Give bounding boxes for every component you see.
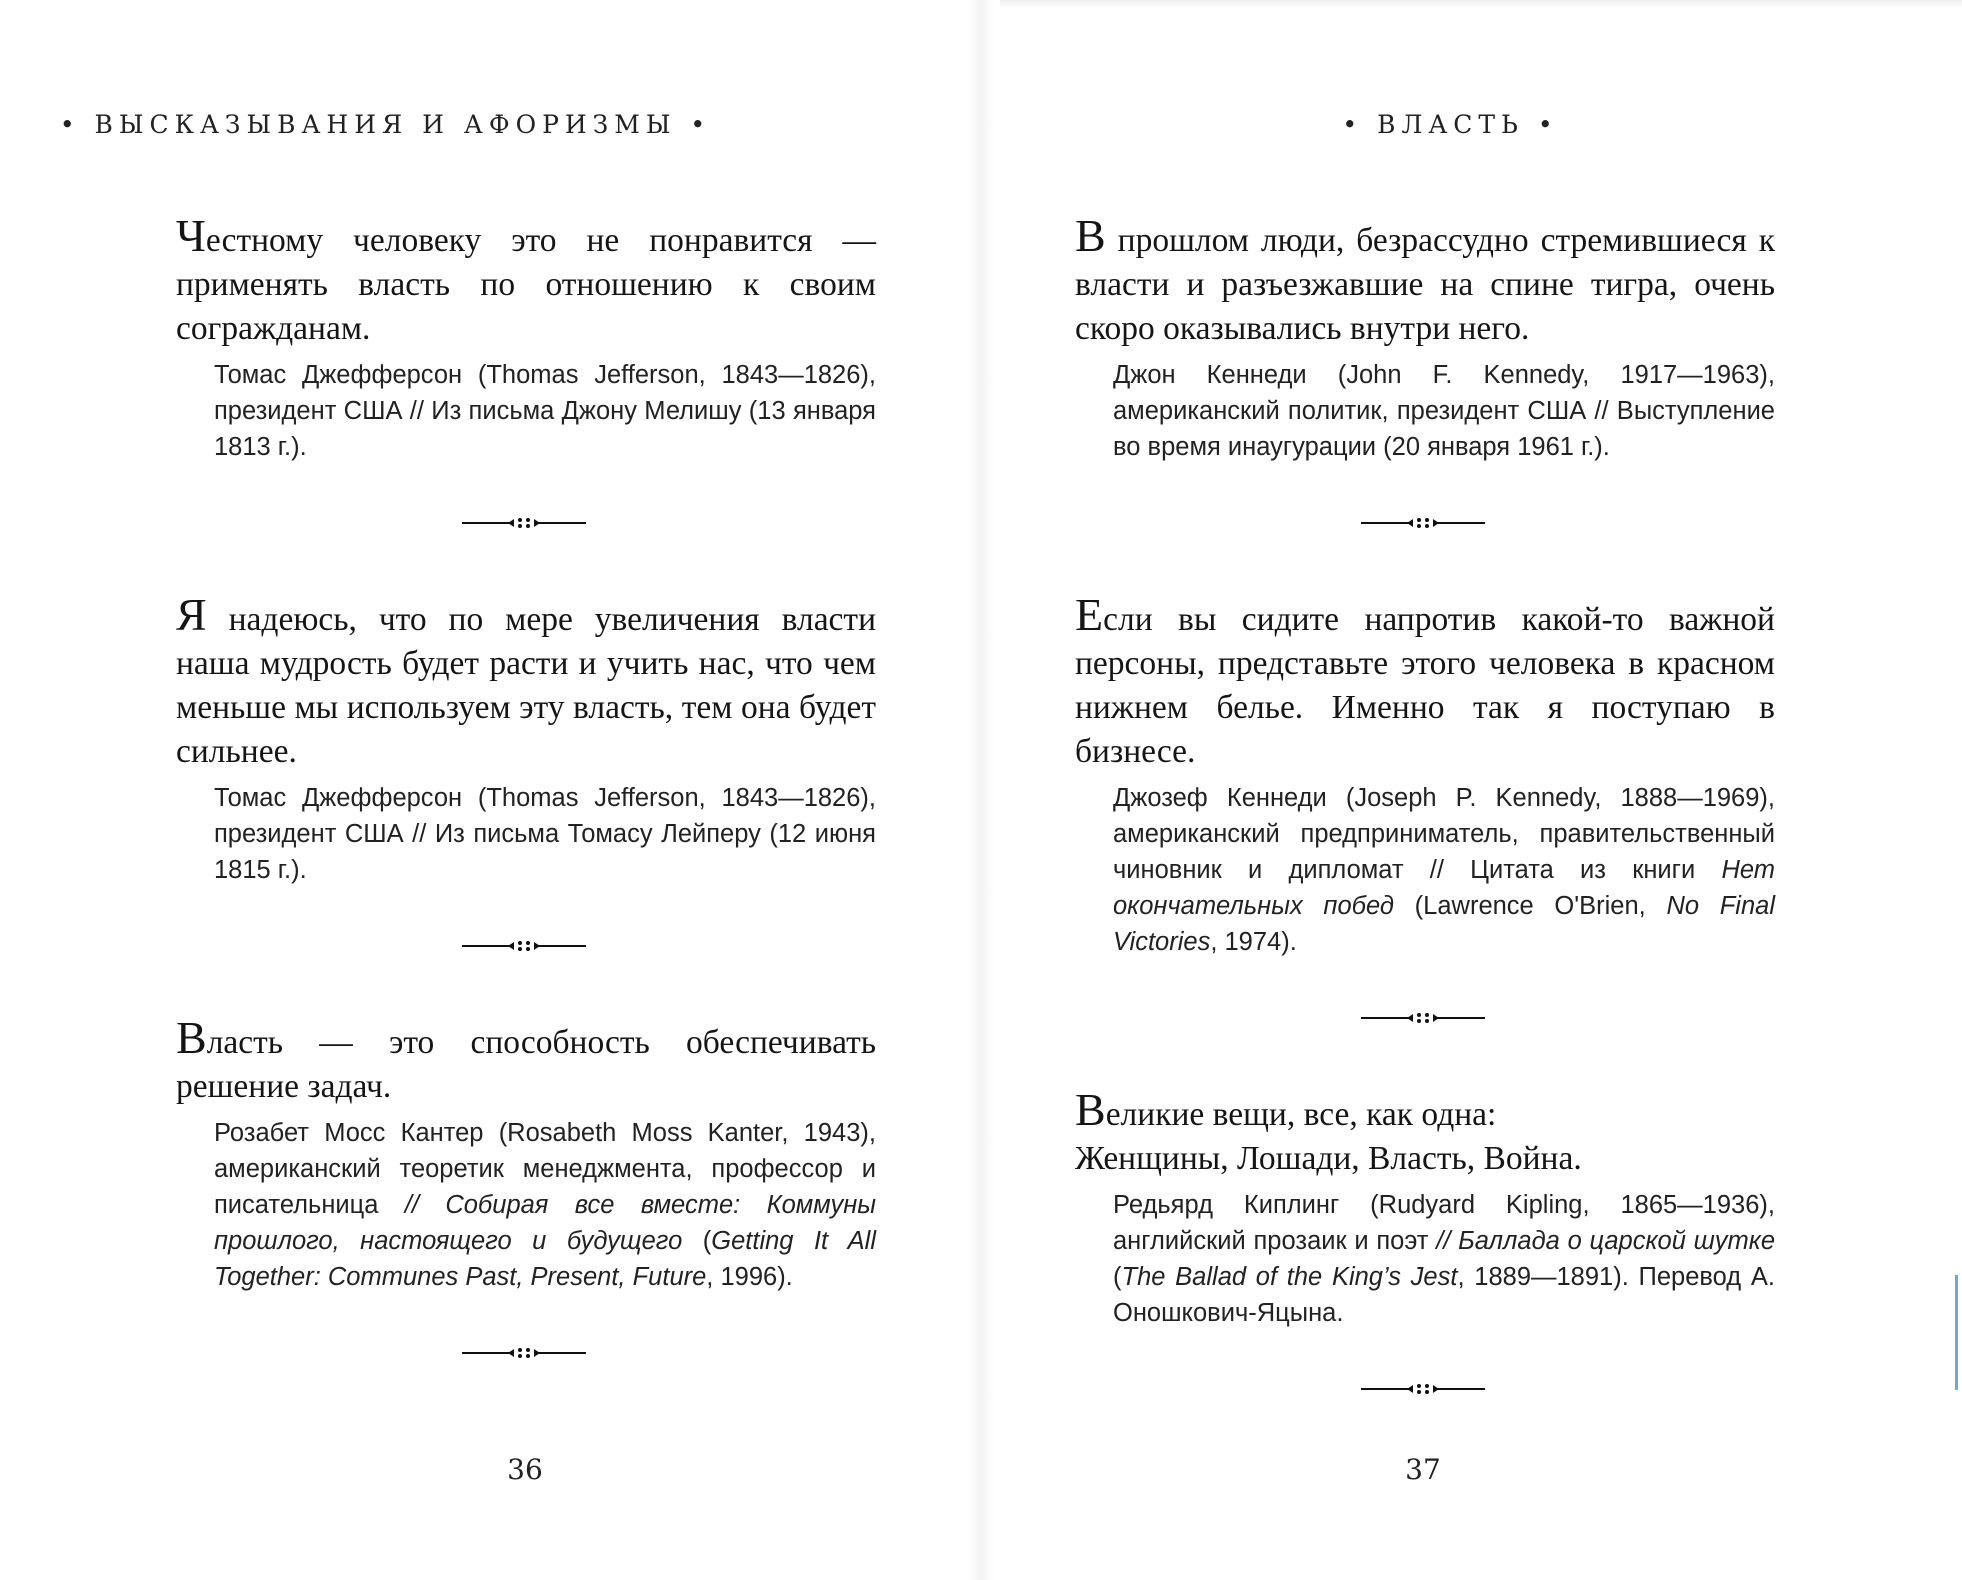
ornament-icon [462, 513, 586, 533]
page-number: 37 [1405, 1453, 1441, 1486]
attribution-text: , 1974). [1210, 928, 1297, 956]
initial-letter: В [1075, 210, 1106, 261]
quote-line: еликие вещи, все, как одна: [1105, 1096, 1497, 1133]
ornament-icon [462, 1343, 586, 1363]
ornament-icon [1361, 1008, 1485, 1028]
quote-text: естному человеку это не понравится — применять власть по отношению к своим согражданам. [176, 222, 876, 347]
attribution-text: Джозеф Кеннеди (Joseph P. Kennedy, 1888—1969), американский предприниматель, правительственный чиновник и дипломат // Цитата из книги [1113, 784, 1775, 884]
left-column [176, 210, 877, 1423]
initial-letter: В [176, 1012, 207, 1063]
attribution-text: Редьярд Киплинг (Rudyard Kipling, 1865—1936), английский прозаик и поэт [1113, 1191, 1775, 1255]
divider-ornament [1075, 1008, 1775, 1028]
initial-letter: Я [176, 589, 207, 640]
ornament-icon [1361, 513, 1485, 533]
divider-ornament [1075, 513, 1775, 533]
attribution-text: , 1889—1891). Перевод А. Оношкович-Яцына. [1113, 1263, 1775, 1327]
attribution [1113, 780, 1775, 960]
quote-line: Женщины, Лошади, Власть, Война. [1075, 1140, 1582, 1177]
attribution: Томас Джефферсон (Thomas Jefferson, 1843—1826), президент США // Из письма Томасу Лейперу (12 июня 1815 г.). [214, 784, 876, 884]
attribution-title: // Баллада о царской шутке [1436, 1227, 1775, 1255]
quote-text: сли вы сидите напротив какой-то важной персоны, представьте этого человека в красном нижнем белье. Именно так я поступаю в бизнесе. [1075, 601, 1775, 770]
quote-text: надеюсь, что по мере увеличения власти наша мудрость будет расти и учить нас, что чем меньше мы используем эту власть, тем она будет сильнее. [176, 601, 876, 770]
attribution: Томас Джефферсон (Thomas Jefferson, 1843—1826), президент США // Из письма Джону Мелишу (13 января 1813 г.). [214, 361, 876, 461]
divider-ornament [176, 513, 876, 533]
attribution-original-title: No Final Victories [1113, 892, 1775, 956]
right-running-head: • ВЛАСТЬ • [1342, 110, 1559, 139]
attribution-text: ( [682, 1227, 712, 1255]
quote-text: ласть — это способность обеспечивать решение задач. [176, 1024, 876, 1105]
initial-letter: В [1075, 1084, 1106, 1135]
divider-ornament [1075, 1379, 1775, 1399]
divider-ornament [176, 1343, 876, 1363]
page-number: 36 [507, 1453, 543, 1486]
ornament-icon [1361, 1379, 1485, 1399]
quote [1075, 589, 1775, 774]
left-running-head: • ВЫСКАЗЫВАНИЯ И АФОРИЗМЫ • [59, 110, 712, 139]
quote [176, 1012, 876, 1109]
attribution: Джон Кеннеди (John F. Kennedy, 1917—1963), американский политик, президент США // Выступление во время инаугурации (20 января 1961 г.). [1113, 361, 1775, 461]
attribution-original-title: Getting It All Together: Communes Past, Present, Future [214, 1227, 877, 1291]
attribution-text: Розабет Мосс Кантер (Rosabeth Moss Kanter, 1943), американский теоретик менеджмента, профессор и писательница [214, 1119, 876, 1219]
attribution-text: , 1996). [706, 1263, 793, 1291]
quote [176, 589, 876, 774]
quote-text: прошлом люди, безрассудно стремившиеся к власти и разъезжавшие на спине тигра, очень скоро оказывались внутри него. [1075, 222, 1775, 347]
attribution [214, 1115, 876, 1295]
right-page [981, 0, 1962, 1580]
quote [176, 210, 876, 351]
initial-letter: Е [1075, 589, 1104, 640]
initial-letter: Ч [176, 210, 206, 261]
attribution-original-title: The Ballad of the King’s Jest [1121, 1263, 1458, 1291]
ornament-icon [462, 936, 586, 956]
attribution-title: // Собирая все вместе: Коммуны прошлого, настоящего и будущего [214, 1191, 877, 1255]
quote [1075, 1084, 1775, 1181]
attribution [1113, 1187, 1775, 1331]
attribution-title: Нет окончательных побед [1113, 856, 1775, 920]
attribution-text: (Lawrence O'Brien, [1393, 892, 1667, 920]
divider-ornament [176, 936, 876, 956]
attribution-text: ( [1113, 1263, 1122, 1291]
quote [1075, 210, 1775, 351]
right-column [1075, 210, 1775, 1459]
